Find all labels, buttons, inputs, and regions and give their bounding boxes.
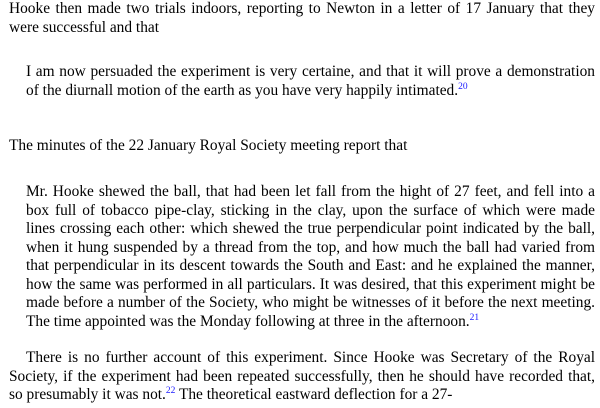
quote-text: Mr. Hooke shewed the ball, that had been let fall from the hight of 27 feet, and fell into a box full of tobacco pipe-clay, sticking in the clay, upon the surface of which were made lines crossing each other: which shewed the true perpendicular point indicated by the ball, when it hung suspended by a thread from the top, and how much the ball had varied from that perpendicular in its descent towards the South and East: and he explained the manner, how the same was performed in all particulars. It was desired, that this experiment might be made before a number of the Society, who might be witnesses of it before the next meeting. The time appointed was the Monday following at three in the afternoon.: [26, 183, 595, 330]
block-quote-hooke-letter: [26, 63, 595, 100]
footnote-link-20[interactable]: 20: [458, 81, 468, 92]
footnote-link-21[interactable]: 21: [469, 312, 480, 323]
paragraph-text: There is no further account of this experiment. Since Hooke was Secretary of the Royal Society, if the experiment had been repeated successfully, then he should have recorded that, so presumably it was not.: [9, 349, 595, 403]
body-paragraph-minutes: [9, 137, 595, 156]
paragraph-text: The minutes of the 22 January Royal Society meeting report that: [9, 137, 408, 154]
footnote-link-22[interactable]: 22: [165, 386, 176, 396]
body-paragraph-no-further-account: [9, 349, 595, 405]
block-quote-royal-society-minutes: [26, 183, 595, 331]
quote-text: I am now persuaded the experiment is very certaine, and that it will prove a demonstration of the diurnall motion of the earth as you have very happily intimated.: [26, 63, 595, 99]
paragraph-text: Hooke then made two trials indoors, reporting to Newton in a letter of 17 January that they were successful and that: [9, 0, 595, 36]
paragraph-text-continued: The theoretical eastward deflection for a 27-: [175, 386, 453, 403]
body-paragraph-hooke-trials: [9, 0, 595, 37]
